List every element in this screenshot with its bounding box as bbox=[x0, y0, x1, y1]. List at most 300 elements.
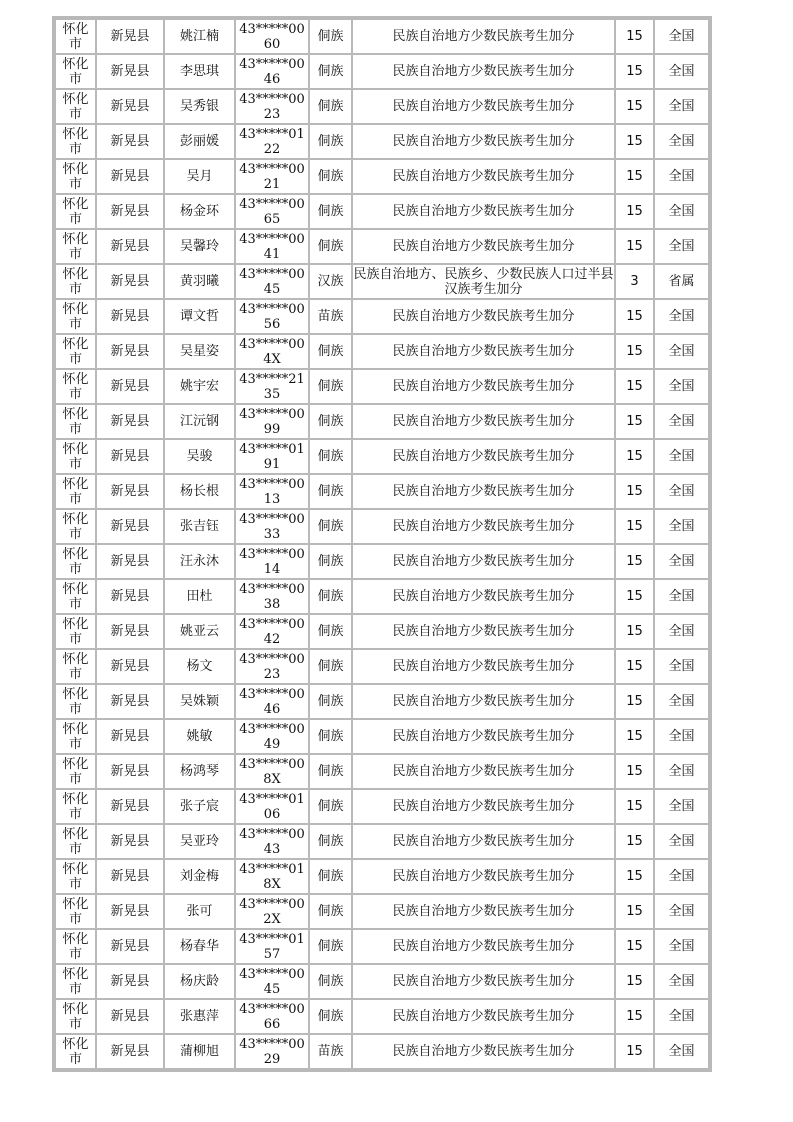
scope-cell: 全国 bbox=[655, 545, 708, 578]
name-cell: 杨文 bbox=[165, 650, 234, 683]
bonus-points-cell: 3 bbox=[616, 265, 653, 298]
city-cell bbox=[56, 685, 95, 718]
scope-cell: 全国 bbox=[655, 580, 708, 613]
name-cell: 李思琪 bbox=[165, 55, 234, 88]
ethnicity-cell: 侗族 bbox=[310, 720, 351, 753]
name-cell: 黄羽曦 bbox=[165, 265, 234, 298]
name-cell: 田杜 bbox=[165, 580, 234, 613]
city-cell bbox=[56, 545, 95, 578]
bonus-points-cell: 15 bbox=[616, 965, 653, 998]
ethnicity-cell: 侗族 bbox=[310, 55, 351, 88]
county-cell: 新晃县 bbox=[97, 230, 163, 263]
city-cell bbox=[56, 55, 95, 88]
bonus-points-cell: 15 bbox=[616, 615, 653, 648]
ethnicity-cell: 侗族 bbox=[310, 790, 351, 823]
id-number-cell: 43*****002X bbox=[236, 895, 308, 928]
scope-cell: 全国 bbox=[655, 930, 708, 963]
ethnicity-cell: 侗族 bbox=[310, 405, 351, 438]
city-cell bbox=[56, 965, 95, 998]
city-cell bbox=[56, 440, 95, 473]
name-cell: 吴姝颖 bbox=[165, 685, 234, 718]
county-cell: 新晃县 bbox=[97, 650, 163, 683]
bonus-points-cell: 15 bbox=[616, 370, 653, 403]
table-row bbox=[56, 720, 708, 753]
scope-cell: 全国 bbox=[655, 1000, 708, 1033]
bonus-points-cell: 15 bbox=[616, 1000, 653, 1033]
city-cell bbox=[56, 195, 95, 228]
name-cell: 姚亚云 bbox=[165, 615, 234, 648]
bonus-item-cell: 民族自治地方少数民族考生加分 bbox=[353, 895, 614, 928]
city-text: 怀化市 bbox=[62, 651, 89, 682]
bonus-item-cell: 民族自治地方少数民族考生加分 bbox=[353, 55, 614, 88]
city-text: 怀化市 bbox=[62, 196, 89, 227]
scope-cell: 全国 bbox=[655, 125, 708, 158]
ethnicity-cell: 侗族 bbox=[310, 160, 351, 193]
id-number-cell: 43*****0043 bbox=[236, 825, 308, 858]
name-cell: 吴骏 bbox=[165, 440, 234, 473]
city-cell bbox=[56, 720, 95, 753]
table-row bbox=[56, 650, 708, 683]
bonus-points-cell: 15 bbox=[616, 895, 653, 928]
id-number-cell: 43*****0191 bbox=[236, 440, 308, 473]
name-cell: 吴月 bbox=[165, 160, 234, 193]
scope-cell: 全国 bbox=[655, 300, 708, 333]
city-text: 怀化市 bbox=[62, 686, 89, 717]
name-cell: 吴秀银 bbox=[165, 90, 234, 123]
bonus-item-cell: 民族自治地方少数民族考生加分 bbox=[353, 300, 614, 333]
city-text: 怀化市 bbox=[62, 616, 89, 647]
id-number-cell: 43*****0106 bbox=[236, 790, 308, 823]
bonus-points-cell: 15 bbox=[616, 1035, 653, 1068]
id-number-cell: 43*****0042 bbox=[236, 615, 308, 648]
ethnicity-cell: 苗族 bbox=[310, 300, 351, 333]
ethnicity-cell: 侗族 bbox=[310, 860, 351, 893]
name-cell: 彭丽媛 bbox=[165, 125, 234, 158]
ethnicity-cell: 侗族 bbox=[310, 545, 351, 578]
bonus-points-cell: 15 bbox=[616, 720, 653, 753]
county-cell: 新晃县 bbox=[97, 1035, 163, 1068]
name-cell: 姚宇宏 bbox=[165, 370, 234, 403]
county-cell: 新晃县 bbox=[97, 20, 163, 53]
scope-cell: 全国 bbox=[655, 860, 708, 893]
name-cell: 吴星姿 bbox=[165, 335, 234, 368]
scope-cell: 全国 bbox=[655, 335, 708, 368]
city-cell bbox=[56, 125, 95, 158]
table-row bbox=[56, 755, 708, 788]
city-text: 怀化市 bbox=[62, 931, 89, 962]
city-text: 怀化市 bbox=[62, 896, 89, 927]
id-number-cell: 43*****0056 bbox=[236, 300, 308, 333]
scope-cell: 全国 bbox=[655, 615, 708, 648]
city-text: 怀化市 bbox=[62, 441, 89, 472]
id-number-cell: 43*****0021 bbox=[236, 160, 308, 193]
name-cell: 杨庆龄 bbox=[165, 965, 234, 998]
city-cell bbox=[56, 265, 95, 298]
ethnicity-cell: 侗族 bbox=[310, 650, 351, 683]
scope-cell: 全国 bbox=[655, 370, 708, 403]
bonus-item-cell: 民族自治地方少数民族考生加分 bbox=[353, 335, 614, 368]
city-text: 怀化市 bbox=[62, 511, 89, 542]
county-cell: 新晃县 bbox=[97, 335, 163, 368]
table-row bbox=[56, 20, 708, 53]
city-cell bbox=[56, 510, 95, 543]
county-cell: 新晃县 bbox=[97, 930, 163, 963]
ethnicity-cell: 侗族 bbox=[310, 685, 351, 718]
county-cell: 新晃县 bbox=[97, 405, 163, 438]
county-cell: 新晃县 bbox=[97, 510, 163, 543]
city-text: 怀化市 bbox=[62, 371, 89, 402]
city-text: 怀化市 bbox=[62, 406, 89, 437]
county-cell: 新晃县 bbox=[97, 825, 163, 858]
bonus-item-cell: 民族自治地方少数民族考生加分 bbox=[353, 405, 614, 438]
table-row bbox=[56, 1035, 708, 1068]
bonus-item-cell: 民族自治地方少数民族考生加分 bbox=[353, 230, 614, 263]
county-cell: 新晃县 bbox=[97, 440, 163, 473]
city-cell bbox=[56, 1035, 95, 1068]
bonus-points-cell: 15 bbox=[616, 125, 653, 158]
city-text: 怀化市 bbox=[62, 546, 89, 577]
table-row bbox=[56, 125, 708, 158]
bonus-points-cell: 15 bbox=[616, 685, 653, 718]
ethnicity-cell: 侗族 bbox=[310, 90, 351, 123]
id-number-cell: 43*****0023 bbox=[236, 90, 308, 123]
bonus-item-cell: 民族自治地方少数民族考生加分 bbox=[353, 475, 614, 508]
city-cell bbox=[56, 90, 95, 123]
city-cell bbox=[56, 895, 95, 928]
id-number-cell: 43*****0157 bbox=[236, 930, 308, 963]
county-cell: 新晃县 bbox=[97, 160, 163, 193]
city-text: 怀化市 bbox=[62, 161, 89, 192]
table-row bbox=[56, 475, 708, 508]
city-text: 怀化市 bbox=[62, 756, 89, 787]
ethnicity-cell: 侗族 bbox=[310, 440, 351, 473]
id-number-cell: 43*****0033 bbox=[236, 510, 308, 543]
id-number-cell: 43*****0014 bbox=[236, 545, 308, 578]
id-number-cell: 43*****0045 bbox=[236, 965, 308, 998]
city-text: 怀化市 bbox=[62, 21, 89, 52]
name-cell: 张可 bbox=[165, 895, 234, 928]
table-row bbox=[56, 265, 708, 298]
city-cell bbox=[56, 860, 95, 893]
table-row bbox=[56, 300, 708, 333]
city-cell bbox=[56, 790, 95, 823]
city-text: 怀化市 bbox=[62, 1036, 89, 1067]
ethnicity-cell: 侗族 bbox=[310, 20, 351, 53]
county-cell: 新晃县 bbox=[97, 125, 163, 158]
name-cell: 蒲柳旭 bbox=[165, 1035, 234, 1068]
bonus-points-cell: 15 bbox=[616, 860, 653, 893]
county-cell: 新晃县 bbox=[97, 895, 163, 928]
id-number-cell: 43*****0065 bbox=[236, 195, 308, 228]
scope-cell: 全国 bbox=[655, 20, 708, 53]
ethnicity-cell: 侗族 bbox=[310, 825, 351, 858]
table-row bbox=[56, 685, 708, 718]
bonus-item-cell: 民族自治地方少数民族考生加分 bbox=[353, 370, 614, 403]
table-row bbox=[56, 90, 708, 123]
table-row bbox=[56, 370, 708, 403]
county-cell: 新晃县 bbox=[97, 265, 163, 298]
county-cell: 新晃县 bbox=[97, 860, 163, 893]
table-row bbox=[56, 1000, 708, 1033]
county-cell: 新晃县 bbox=[97, 615, 163, 648]
bonus-item-cell: 民族自治地方少数民族考生加分 bbox=[353, 90, 614, 123]
county-cell: 新晃县 bbox=[97, 370, 163, 403]
bonus-item-cell: 民族自治地方少数民族考生加分 bbox=[353, 790, 614, 823]
name-cell: 吴亚玲 bbox=[165, 825, 234, 858]
bonus-points-table bbox=[52, 16, 712, 1072]
scope-cell: 全国 bbox=[655, 195, 708, 228]
name-cell: 姚江楠 bbox=[165, 20, 234, 53]
bonus-item-cell: 民族自治地方少数民族考生加分 bbox=[353, 510, 614, 543]
id-number-cell: 43*****0046 bbox=[236, 685, 308, 718]
bonus-points-cell: 15 bbox=[616, 440, 653, 473]
name-cell: 吴馨玲 bbox=[165, 230, 234, 263]
county-cell: 新晃县 bbox=[97, 90, 163, 123]
county-cell: 新晃县 bbox=[97, 55, 163, 88]
bonus-points-cell: 15 bbox=[616, 20, 653, 53]
bonus-points-cell: 15 bbox=[616, 930, 653, 963]
id-number-cell: 43*****008X bbox=[236, 755, 308, 788]
city-cell bbox=[56, 580, 95, 613]
bonus-item-cell: 民族自治地方少数民族考生加分 bbox=[353, 545, 614, 578]
ethnicity-cell: 侗族 bbox=[310, 1000, 351, 1033]
scope-cell: 全国 bbox=[655, 755, 708, 788]
bonus-item-cell: 民族自治地方少数民族考生加分 bbox=[353, 20, 614, 53]
bonus-points-cell: 15 bbox=[616, 650, 653, 683]
city-text: 怀化市 bbox=[62, 721, 89, 752]
ethnicity-cell: 侗族 bbox=[310, 195, 351, 228]
bonus-item-cell: 民族自治地方少数民族考生加分 bbox=[353, 685, 614, 718]
id-number-cell: 43*****0049 bbox=[236, 720, 308, 753]
table-row bbox=[56, 615, 708, 648]
county-cell: 新晃县 bbox=[97, 720, 163, 753]
scope-cell: 全国 bbox=[655, 440, 708, 473]
name-cell: 张子宸 bbox=[165, 790, 234, 823]
bonus-item-cell: 民族自治地方少数民族考生加分 bbox=[353, 160, 614, 193]
city-cell bbox=[56, 370, 95, 403]
ethnicity-cell: 侗族 bbox=[310, 895, 351, 928]
county-cell: 新晃县 bbox=[97, 965, 163, 998]
name-cell: 汪永沐 bbox=[165, 545, 234, 578]
city-text: 怀化市 bbox=[62, 126, 89, 157]
id-number-cell: 43*****0029 bbox=[236, 1035, 308, 1068]
scope-cell: 全国 bbox=[655, 405, 708, 438]
bonus-item-cell: 民族自治地方少数民族考生加分 bbox=[353, 825, 614, 858]
ethnicity-cell: 侗族 bbox=[310, 930, 351, 963]
table-row bbox=[56, 405, 708, 438]
ethnicity-cell: 侗族 bbox=[310, 475, 351, 508]
ethnicity-cell: 侗族 bbox=[310, 580, 351, 613]
county-cell: 新晃县 bbox=[97, 300, 163, 333]
city-text: 怀化市 bbox=[62, 336, 89, 367]
scope-cell: 全国 bbox=[655, 685, 708, 718]
table-row bbox=[56, 335, 708, 368]
city-cell bbox=[56, 825, 95, 858]
scope-cell: 全国 bbox=[655, 55, 708, 88]
county-cell: 新晃县 bbox=[97, 755, 163, 788]
county-cell: 新晃县 bbox=[97, 685, 163, 718]
scope-cell: 全国 bbox=[655, 160, 708, 193]
scope-cell: 全国 bbox=[655, 965, 708, 998]
table-row bbox=[56, 195, 708, 228]
name-cell: 刘金梅 bbox=[165, 860, 234, 893]
id-number-cell: 43*****0099 bbox=[236, 405, 308, 438]
city-cell bbox=[56, 615, 95, 648]
city-cell bbox=[56, 650, 95, 683]
bonus-item-cell: 民族自治地方少数民族考生加分 bbox=[353, 440, 614, 473]
city-cell bbox=[56, 475, 95, 508]
bonus-points-cell: 15 bbox=[616, 825, 653, 858]
scope-cell: 全国 bbox=[655, 475, 708, 508]
county-cell: 新晃县 bbox=[97, 790, 163, 823]
city-text: 怀化市 bbox=[62, 56, 89, 87]
table-row bbox=[56, 895, 708, 928]
scope-cell: 全国 bbox=[655, 510, 708, 543]
scope-cell: 全国 bbox=[655, 825, 708, 858]
table-row bbox=[56, 545, 708, 578]
bonus-points-cell: 15 bbox=[616, 160, 653, 193]
table-row bbox=[56, 965, 708, 998]
city-text: 怀化市 bbox=[62, 826, 89, 857]
scope-cell: 全国 bbox=[655, 230, 708, 263]
city-cell bbox=[56, 20, 95, 53]
ethnicity-cell: 侗族 bbox=[310, 335, 351, 368]
table-row bbox=[56, 510, 708, 543]
bonus-item-cell: 民族自治地方少数民族考生加分 bbox=[353, 650, 614, 683]
ethnicity-cell: 侗族 bbox=[310, 125, 351, 158]
bonus-points-cell: 15 bbox=[616, 545, 653, 578]
city-cell bbox=[56, 405, 95, 438]
bonus-item-cell: 民族自治地方少数民族考生加分 bbox=[353, 860, 614, 893]
bonus-points-cell: 15 bbox=[616, 230, 653, 263]
ethnicity-cell: 侗族 bbox=[310, 755, 351, 788]
city-text: 怀化市 bbox=[62, 861, 89, 892]
bonus-points-cell: 15 bbox=[616, 405, 653, 438]
id-number-cell: 43*****0041 bbox=[236, 230, 308, 263]
bonus-points-cell: 15 bbox=[616, 55, 653, 88]
table-row bbox=[56, 790, 708, 823]
bonus-item-cell: 民族自治地方少数民族考生加分 bbox=[353, 580, 614, 613]
id-number-cell: 43*****0023 bbox=[236, 650, 308, 683]
bonus-points-cell: 15 bbox=[616, 475, 653, 508]
county-cell: 新晃县 bbox=[97, 1000, 163, 1033]
bonus-item-cell: 民族自治地方少数民族考生加分 bbox=[353, 1000, 614, 1033]
county-cell: 新晃县 bbox=[97, 580, 163, 613]
name-cell: 姚敏 bbox=[165, 720, 234, 753]
id-number-cell: 43*****0060 bbox=[236, 20, 308, 53]
bonus-item-cell: 民族自治地方少数民族考生加分 bbox=[353, 720, 614, 753]
bonus-points-cell: 15 bbox=[616, 90, 653, 123]
bonus-points-cell: 15 bbox=[616, 510, 653, 543]
ethnicity-cell: 侗族 bbox=[310, 230, 351, 263]
city-cell bbox=[56, 930, 95, 963]
city-text: 怀化市 bbox=[62, 791, 89, 822]
table-row bbox=[56, 160, 708, 193]
name-cell: 张惠萍 bbox=[165, 1000, 234, 1033]
bonus-item-cell: 民族自治地方、民族乡、少数民族人口过半县汉族考生加分 bbox=[353, 266, 614, 297]
city-text: 怀化市 bbox=[62, 476, 89, 507]
city-text: 怀化市 bbox=[62, 266, 89, 297]
ethnicity-cell: 侗族 bbox=[310, 615, 351, 648]
county-cell: 新晃县 bbox=[97, 475, 163, 508]
ethnicity-cell: 侗族 bbox=[310, 510, 351, 543]
county-cell: 新晃县 bbox=[97, 195, 163, 228]
scope-cell: 全国 bbox=[655, 650, 708, 683]
id-number-cell: 43*****0046 bbox=[236, 55, 308, 88]
table-row bbox=[56, 825, 708, 858]
id-number-cell: 43*****018X bbox=[236, 860, 308, 893]
city-cell bbox=[56, 1000, 95, 1033]
ethnicity-cell: 汉族 bbox=[310, 265, 351, 298]
scope-cell: 全国 bbox=[655, 90, 708, 123]
ethnicity-cell: 侗族 bbox=[310, 370, 351, 403]
id-number-cell: 43*****0013 bbox=[236, 475, 308, 508]
scope-cell: 全国 bbox=[655, 895, 708, 928]
scope-cell: 全国 bbox=[655, 790, 708, 823]
city-cell bbox=[56, 335, 95, 368]
table-row bbox=[56, 860, 708, 893]
bonus-item-cell: 民族自治地方少数民族考生加分 bbox=[353, 755, 614, 788]
bonus-item-cell: 民族自治地方少数民族考生加分 bbox=[353, 965, 614, 998]
scope-cell: 省属 bbox=[655, 265, 708, 298]
name-cell: 江沅钢 bbox=[165, 405, 234, 438]
ethnicity-cell: 侗族 bbox=[310, 965, 351, 998]
bonus-points-cell: 15 bbox=[616, 300, 653, 333]
bonus-points-cell: 15 bbox=[616, 580, 653, 613]
bonus-points-cell: 15 bbox=[616, 790, 653, 823]
bonus-item-cell: 民族自治地方少数民族考生加分 bbox=[353, 615, 614, 648]
city-text: 怀化市 bbox=[62, 231, 89, 262]
bonus-points-cell: 15 bbox=[616, 195, 653, 228]
city-text: 怀化市 bbox=[62, 91, 89, 122]
id-number-cell: 43*****0045 bbox=[236, 265, 308, 298]
table-row bbox=[56, 930, 708, 963]
bonus-item-cell: 民族自治地方少数民族考生加分 bbox=[353, 1035, 614, 1068]
bonus-points-cell: 15 bbox=[616, 755, 653, 788]
city-cell bbox=[56, 300, 95, 333]
bonus-item-cell: 民族自治地方少数民族考生加分 bbox=[353, 125, 614, 158]
bonus-item-cell: 民族自治地方少数民族考生加分 bbox=[353, 195, 614, 228]
city-cell bbox=[56, 160, 95, 193]
name-cell: 杨鸿琴 bbox=[165, 755, 234, 788]
name-cell: 张吉钰 bbox=[165, 510, 234, 543]
city-text: 怀化市 bbox=[62, 966, 89, 997]
name-cell: 杨长根 bbox=[165, 475, 234, 508]
name-cell: 杨春华 bbox=[165, 930, 234, 963]
id-number-cell: 43*****2135 bbox=[236, 370, 308, 403]
id-number-cell: 43*****0122 bbox=[236, 125, 308, 158]
table-row bbox=[56, 230, 708, 263]
id-number-cell: 43*****0066 bbox=[236, 1000, 308, 1033]
table-row bbox=[56, 55, 708, 88]
table-row bbox=[56, 580, 708, 613]
table-row bbox=[56, 440, 708, 473]
city-text: 怀化市 bbox=[62, 1001, 89, 1032]
id-number-cell: 43*****004X bbox=[236, 335, 308, 368]
ethnicity-cell: 苗族 bbox=[310, 1035, 351, 1068]
name-cell: 谭文哲 bbox=[165, 300, 234, 333]
city-text: 怀化市 bbox=[62, 301, 89, 332]
county-cell: 新晃县 bbox=[97, 545, 163, 578]
city-text: 怀化市 bbox=[62, 581, 89, 612]
name-cell: 杨金环 bbox=[165, 195, 234, 228]
table-body bbox=[56, 20, 708, 1068]
bonus-item-cell: 民族自治地方少数民族考生加分 bbox=[353, 930, 614, 963]
bonus-points-cell: 15 bbox=[616, 335, 653, 368]
scope-cell: 全国 bbox=[655, 720, 708, 753]
scope-cell: 全国 bbox=[655, 1035, 708, 1068]
city-cell bbox=[56, 230, 95, 263]
